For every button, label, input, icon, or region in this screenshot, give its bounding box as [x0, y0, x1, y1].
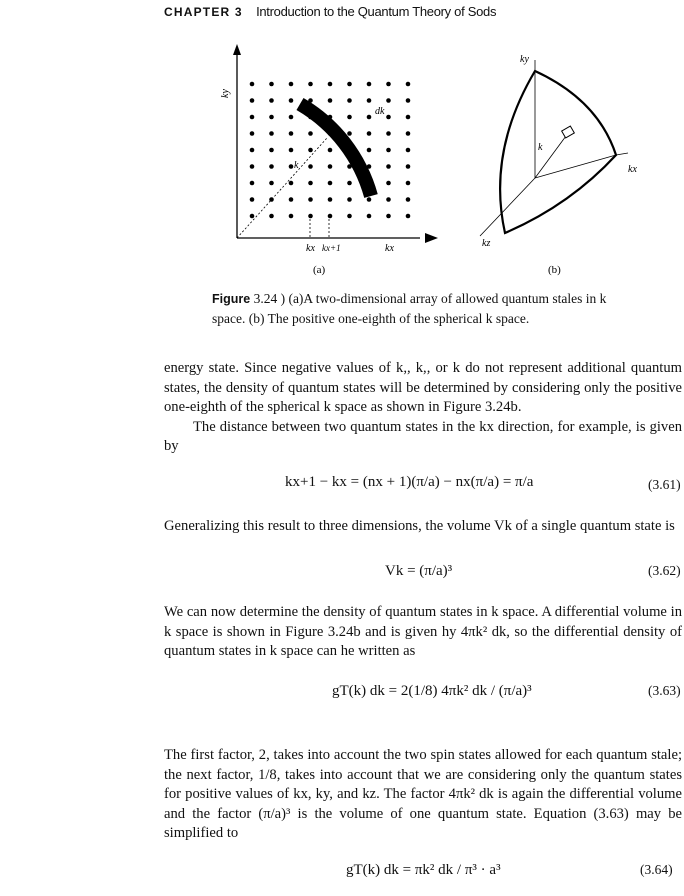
panel-a-y-arrow-icon: [233, 44, 241, 55]
lattice-dot: [328, 98, 333, 103]
lattice-dot: [328, 214, 333, 219]
lattice-dot: [269, 214, 274, 219]
lattice-dot: [406, 181, 411, 186]
figure-3-24: [0, 0, 684, 290]
equation-3-63-number: (3.63): [648, 683, 681, 698]
label-b-ky: ky: [520, 54, 529, 65]
lattice-dot: [250, 164, 255, 169]
lattice-dot: [308, 82, 313, 87]
lattice-dot: [328, 82, 333, 87]
lattice-dot: [406, 115, 411, 120]
lattice-dot: [269, 98, 274, 103]
lattice-dot: [406, 98, 411, 103]
paragraph-5-text: The first factor, 2, takes into account the two spin states allowed for each quantum stale; the next factor, 1/8, takes into account that we are considering only the quantum states for positive values of kx, ky, and kz. The factor 4πk² dk is again the differential volume and the factor (π/a)³ is the volume of one quantum state. Equation (3.63) may be simplified to: [164, 747, 682, 841]
volume-element: [562, 126, 575, 138]
figure-caption: [212, 289, 622, 328]
axis-kz-line: [480, 178, 535, 236]
lattice-dot: [269, 148, 274, 153]
label-b-kx: kx: [628, 164, 637, 175]
lattice-dot: [289, 148, 294, 153]
caption-lead: Figure: [212, 292, 251, 306]
lattice-dot: [289, 115, 294, 120]
lattice-dot: [367, 148, 372, 153]
lattice-dot: [308, 148, 313, 153]
axis-kx-extension: [616, 153, 628, 155]
lattice-dot: [406, 197, 411, 202]
lattice-dot: [406, 82, 411, 87]
lattice-dot: [250, 131, 255, 136]
panel-b-label: (b): [548, 264, 561, 276]
chapter-label: CHAPTER 3: [164, 5, 243, 19]
paragraph-4-text: We can now determine the density of quantum states in k space. A differential volume in k space is shown in Figure 3.24b and is given hy 4πk² dk, so the differential density of quantum states in k space can he written as: [164, 604, 682, 659]
panel-a-label: (a): [313, 264, 326, 276]
lattice-dot: [308, 181, 313, 186]
paragraph-5: [164, 746, 682, 844]
label-b-k: k: [538, 142, 543, 153]
lattice-dot: [347, 98, 352, 103]
lattice-dot: [289, 181, 294, 186]
lattice-dot: [250, 98, 255, 103]
lattice-dot: [269, 82, 274, 87]
lattice-dot: [289, 214, 294, 219]
equation-3-63: gT(k) dk = 2(1/8) 4πk² dk / (π/a)³: [332, 683, 532, 699]
chapter-title: Introduction to the Quantum Theory of Sods: [256, 4, 497, 19]
equation-3-61: kx+1 − kx = (nx + 1)(π/a) − nx(π/a) = π/a: [285, 474, 534, 490]
lattice-dot: [328, 197, 333, 202]
lattice-dot: [386, 115, 391, 120]
lattice-dot: [250, 181, 255, 186]
panel-a-k-vector: [237, 138, 327, 238]
lattice-dot: [347, 115, 352, 120]
lattice-dot: [386, 164, 391, 169]
lattice-dot: [386, 82, 391, 87]
lattice-dot: [328, 164, 333, 169]
lattice-dot: [406, 214, 411, 219]
lattice-dot: [347, 181, 352, 186]
lattice-dot: [289, 131, 294, 136]
label-axis-kx: kx: [385, 243, 394, 254]
lattice-dot: [406, 164, 411, 169]
lattice-dot: [250, 197, 255, 202]
lattice-dot: [386, 98, 391, 103]
paragraph-3: [164, 517, 682, 537]
lattice-dot: [386, 181, 391, 186]
label-b-kz: kz: [482, 238, 491, 249]
lattice-dot: [328, 181, 333, 186]
panel-a-x-arrow-icon: [425, 233, 438, 243]
equation-3-64: gT(k) dk = πk² dk / π³ · a³: [346, 862, 501, 878]
lattice-dot: [386, 148, 391, 153]
panel-a-diagram: [220, 44, 438, 276]
lattice-dot: [289, 98, 294, 103]
lattice-dot: [289, 197, 294, 202]
equation-3-62-number: (3.62): [648, 563, 681, 578]
lattice-dot: [367, 82, 372, 87]
label-tick-kx: kx: [306, 243, 315, 254]
lattice-dot: [250, 115, 255, 120]
lattice-dot: [308, 214, 313, 219]
paragraph-1: [164, 359, 682, 457]
paragraph-3-text: Generalizing this result to three dimensions, the volume Vk of a single quantum state is: [164, 518, 675, 534]
lattice-dot: [406, 131, 411, 136]
paragraph-2-text: The distance between two quantum states in the kx direction, for example, is given by: [164, 418, 682, 454]
lattice-dot: [308, 197, 313, 202]
label-dk: dk: [375, 106, 385, 117]
equation-3-61-number: (3.61): [648, 477, 681, 492]
lattice-dot: [308, 164, 313, 169]
lattice-dot: [269, 164, 274, 169]
equation-3-64-number: (3.64): [640, 862, 673, 877]
lattice-dot: [347, 197, 352, 202]
lattice-dots: [250, 82, 411, 219]
lattice-dot: [367, 131, 372, 136]
lattice-dot: [347, 82, 352, 87]
lattice-dot: [386, 214, 391, 219]
octant-surface: [500, 71, 616, 233]
equation-3-62: Vk = (π/a)³: [385, 563, 453, 579]
lattice-dot: [250, 148, 255, 153]
paragraph-4: [164, 603, 682, 662]
lattice-dot: [308, 131, 313, 136]
lattice-dot: [367, 98, 372, 103]
lattice-dot: [347, 214, 352, 219]
lattice-dot: [367, 214, 372, 219]
paragraph-1-text: energy state. Since negative values of k,, k,, or k do not represent additional quantum states, the density of quantum states will be determined by considering only the positive one-eighth of the spherical k space as shown in Figure 3.24b.: [164, 360, 682, 415]
label-axis-ky: ky: [220, 89, 231, 98]
panel-b-diagram: [480, 54, 637, 276]
lattice-dot: [406, 148, 411, 153]
lattice-dot: [386, 131, 391, 136]
lattice-dot: [328, 148, 333, 153]
label-k-a: k: [294, 160, 299, 171]
lattice-dot: [269, 115, 274, 120]
lattice-dot: [347, 131, 352, 136]
caption-text: 3.24 ) (a)A two-dimensional array of allowed quantum stales in k space. (b) The positive one-eighth of the spherical k space.: [212, 291, 607, 326]
lattice-dot: [386, 197, 391, 202]
lattice-dot: [269, 131, 274, 136]
lattice-dot: [367, 197, 372, 202]
lattice-dot: [269, 181, 274, 186]
lattice-dot: [250, 214, 255, 219]
lattice-dot: [289, 164, 294, 169]
lattice-dot: [250, 82, 255, 87]
label-tick-kx1: kx+1: [322, 243, 341, 253]
lattice-dot: [289, 82, 294, 87]
lattice-dot: [367, 115, 372, 120]
